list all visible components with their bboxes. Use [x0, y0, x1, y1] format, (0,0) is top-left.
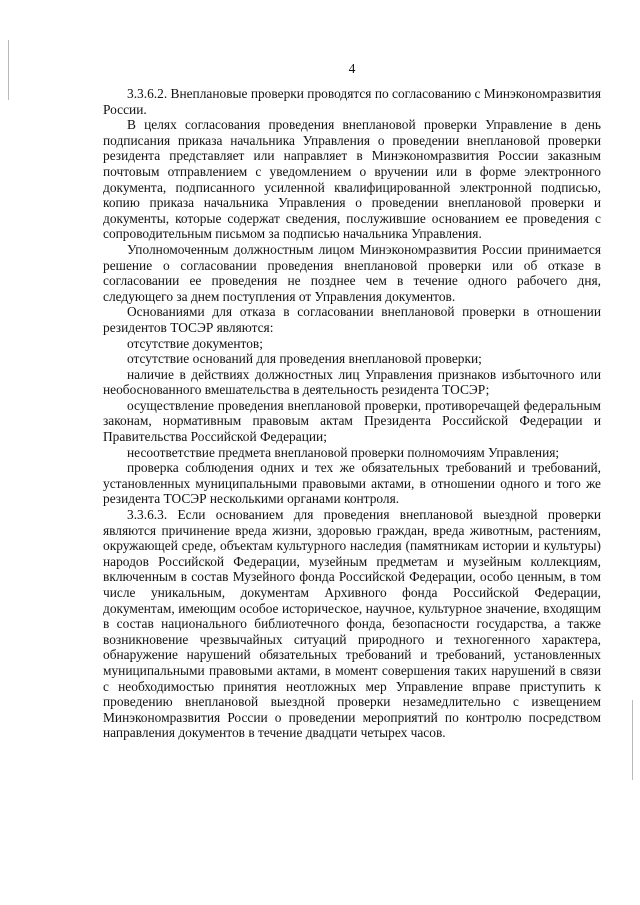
- page-number: 4: [348, 61, 356, 76]
- document-body: [103, 86, 601, 741]
- list-item-excessive-interference: наличие в действиях должностных лиц Управления признаков избыточного или необоснованного вмешательства в деятельность резидента ТОСЭР;: [103, 366, 601, 398]
- paragraph-3-3-6-2: 3.3.6.2. Внеплановые проверки проводятся по согласованию с Минэкономразвития России.: [103, 86, 601, 117]
- list-item-scope-mismatch: несоответствие предмета внеплановой проверки полномочиям Управления;: [127, 444, 560, 460]
- paragraph-approval-request: В целях согласования проведения внеплановой проверки Управление в день подписания приказа начальника Управления о проведении внеплановой проверки резидента представляет или направляет в Минэкономразвития России заказным почтовым отправлением с уведомлением о вручении или в форме электронного документа, подписанного усиленной квалифицированной электронной подписью, копию приказа начальника Управления о проведении внеплановой проверки и документы, которые содержат сведения, послужившие основанием ее проведения с сопроводительным письмом за подписью начальника Управления.: [103, 117, 601, 242]
- list-item-no-documents: отсутствие документов;: [127, 335, 263, 351]
- paragraph-refusal-grounds-intro: Основаниями для отказа в согласовании внеплановой проверки в отношении резидентов ТОСЭР являются:: [103, 304, 601, 335]
- list-item-duplicate-checks: проверка соблюдения одних и тех же обязательных требований и требований, установленных муниципальными правовыми актами, в отношении одного и того же резидента ТОСЭР несколькими органами контроля.: [103, 460, 601, 507]
- scan-edge-mark-right: [632, 700, 633, 780]
- paragraph-3-3-6-3: 3.3.6.3. Если основанием для проведения внеплановой выездной проверки являются причинение вреда жизни, здоровью граждан, вреда животным, растениям, окружающей среде, объектам культурного наследия (памятникам истории и культуры) народов Российской Федерации, музейным предметам и музейным коллекциям, включенным в состав Музейного фонда Российской Федерации, особо ценным, в том числе уникальным, документам Архивного фонда Российской Федерации, документам, имеющим особое историческое, научное, культурное значение, входящим в состав национального библиотечного фонда, безопасности государства, а также возникновение чрезвычайных ситуаций природного и техногенного характера, обнаружение нарушений обязательных требований и требований, установленных муниципальными правовыми актами, в момент совершения таких нарушений в связи с необходимостью принятия неотложных мер Управление вправе приступить к проведению внеплановой выездной проверки незамедлительно с извещением Минэкономразвития России о проведении мероприятий по контролю посредством направления документов в течение двадцати четырех часов.: [103, 507, 601, 741]
- list-item-contradicts-law: осуществление проведения внеплановой проверки, противоречащей федеральным законам, нормативным правовым актам Президента Российской Федерации и Правительства Российской Федерации;: [103, 397, 601, 445]
- list-item-no-grounds: отсутствие оснований для проведения внеплановой проверки;: [127, 351, 482, 367]
- paragraph-approval-decision: Уполномоченным должностным лицом Минэкономразвития России принимается решение о согласовании проведения внеплановой проверки или об отказе в согласовании ее проведения не позднее чем в течение одного рабочего дня, следующего за днем поступления от Управления документов.: [103, 241, 601, 304]
